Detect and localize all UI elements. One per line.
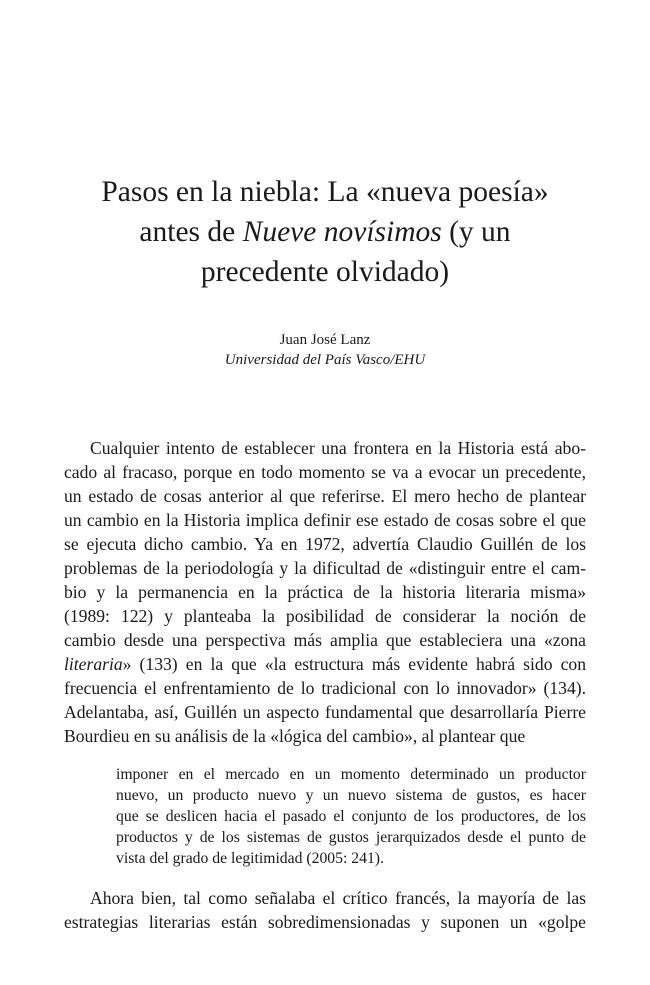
- block-quote-line: vista del grado de legitimidad (2005: 241).: [116, 850, 384, 867]
- body-line: problemas de la periodología y la dificultad de «distinguir entre el cam-: [64, 558, 586, 578]
- body-line-rest: » (133) en la que «la estructura más evidente habrá sido con: [122, 654, 586, 674]
- body-line: Ahora bien, tal como señalaba el crítico francés, la mayoría de las: [90, 888, 586, 908]
- title-line-2-pre: antes de: [139, 216, 243, 248]
- body-line: se ejecuta dicho cambio. Ya en 1972, advertía Claudio Guillén de los: [64, 534, 586, 554]
- author-name: Juan José Lanz: [279, 332, 371, 348]
- article-title: [60, 172, 590, 292]
- body-line: frecuencia el enfrentamiento de lo tradicional con lo innovador» (134).: [64, 678, 586, 698]
- body-line: un estado de cosas anterior al que referirse. El mero hecho de plantear: [64, 486, 586, 506]
- book-title: Nueve novísimos: [242, 216, 442, 248]
- title-line-3: precedente olvidado): [200, 256, 450, 288]
- title-line-2-post: (y un: [441, 216, 511, 248]
- body-line: un cambio en la Historia implica definir ese estado de cosas sobre el que: [64, 510, 586, 530]
- body-line: Cualquier intento de establecer una frontera en la Historia está abo-: [90, 438, 586, 458]
- body-line: estrategias literarias están sobredimensionadas y suponen un «golpe: [64, 912, 586, 932]
- body-line: cado al fracaso, porque en todo momento se va a evocar un precedente,: [64, 462, 586, 482]
- title-line-2: [60, 212, 590, 252]
- body-line: (1989: 122) y planteaba la posibilidad de considerar la noción de: [64, 606, 586, 626]
- block-quote-line: productos y de los sistemas de gustos jerarquizados desde el punto de: [116, 829, 586, 846]
- body-line-with-italic: [64, 652, 586, 676]
- body-line: Adelantaba, así, Guillén un aspecto fundamental que desarrollaría Pierre: [64, 702, 586, 722]
- body-line: Bourdieu en su análisis de la «lógica del cambio», al plantear que: [64, 726, 526, 746]
- block-quote-line: que se deslicen hacia el pasado el conjunto de los productores, de los: [116, 808, 586, 825]
- title-line-1: Pasos en la niebla: La «nueva poesía»: [101, 176, 549, 208]
- italic-word: literaria: [64, 654, 123, 674]
- body-line: bio y la permanencia en la práctica de la historia literaria misma»: [64, 582, 586, 602]
- block-quote-line: nuevo, un producto nuevo y un nuevo sistema de gustos, es hacer: [116, 787, 586, 804]
- author-affiliation: Universidad del País Vasco/EHU: [224, 352, 426, 368]
- body-line: cambio desde una perspectiva más amplia que estableciera una «zona: [64, 630, 586, 650]
- block-quote-line: imponer en el mercado en un momento determinado un productor: [116, 766, 586, 783]
